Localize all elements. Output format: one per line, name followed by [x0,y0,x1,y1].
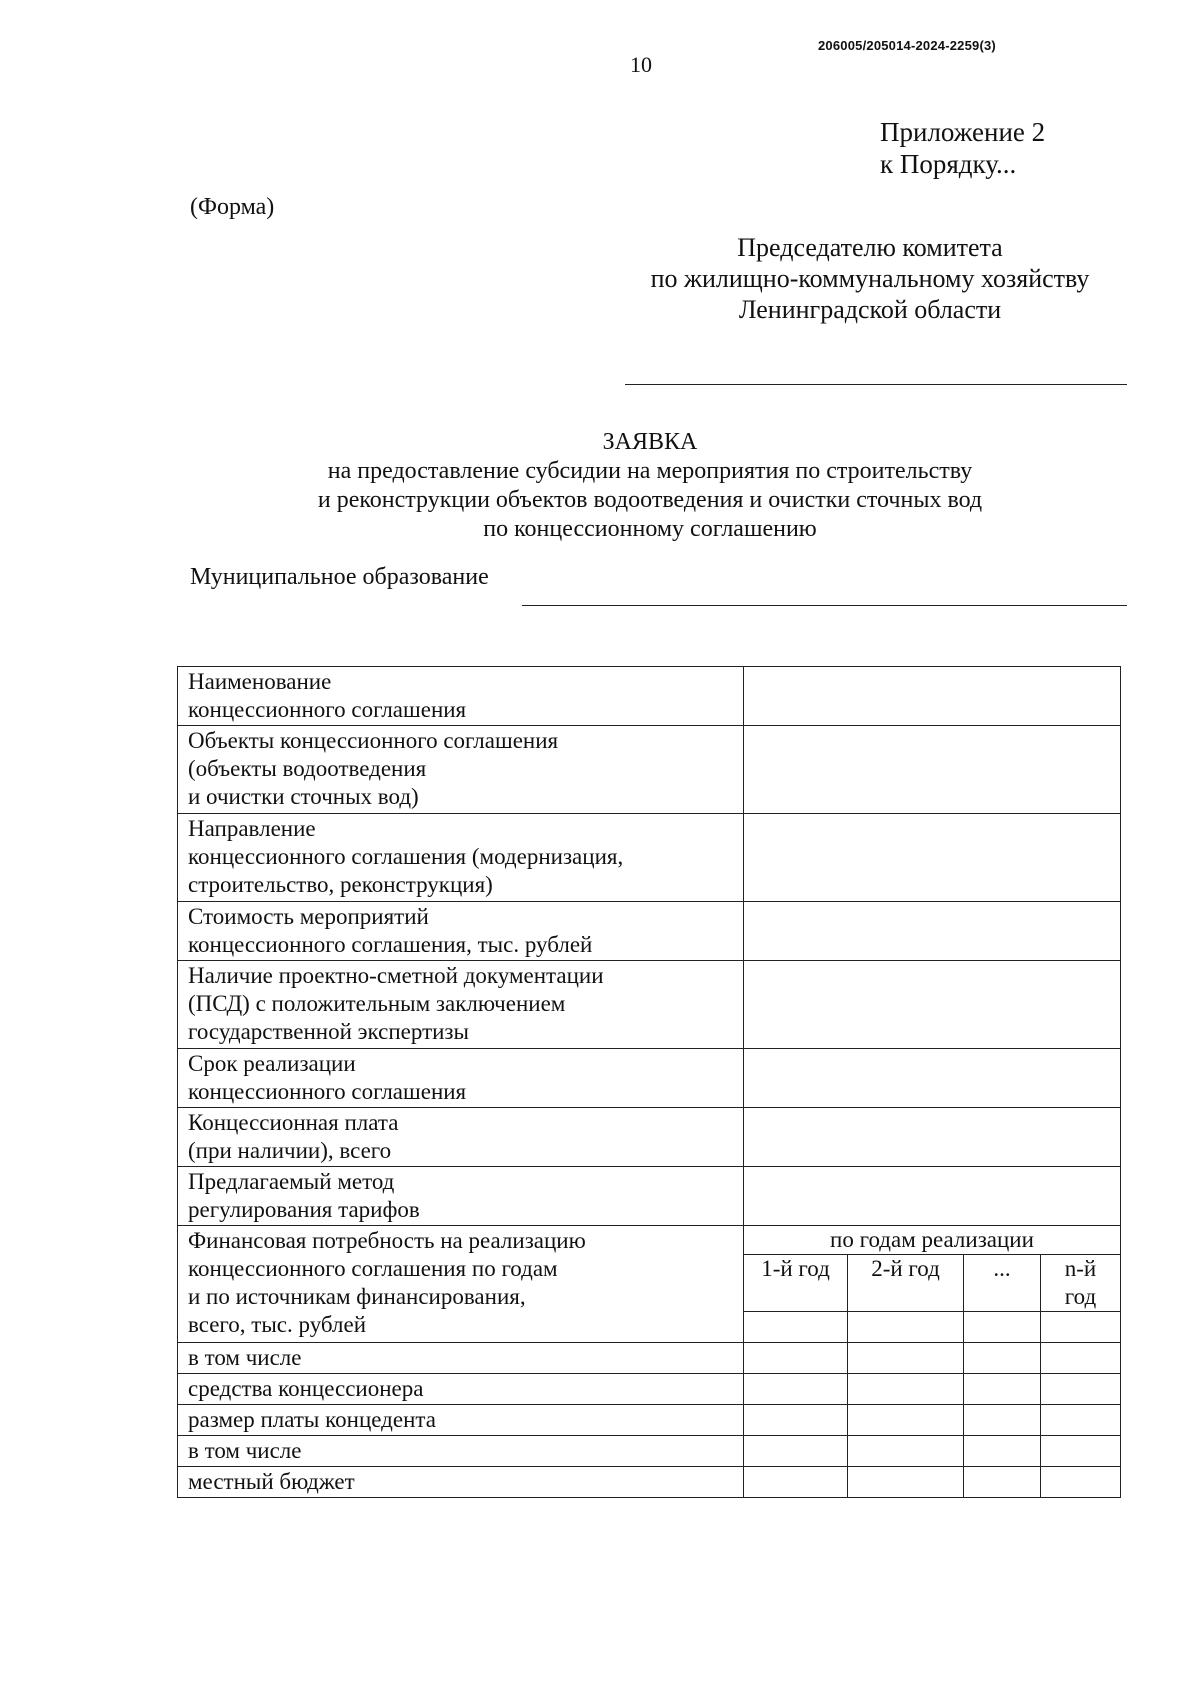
addressee-line-2: по жилищно-коммунальному хозяйству [650,264,1090,293]
value-cell [848,1312,964,1343]
year-header: ... [964,1255,1041,1312]
title-line-1: на предоставление субсидии на мероприятия по строительству [327,458,973,484]
value-cell [848,1374,964,1405]
table-row [178,1467,1121,1498]
value-cell [744,1312,848,1343]
value-cell [744,814,1121,902]
value-cell [744,667,1121,726]
value-cell [964,1312,1041,1343]
row-label: Наличие проектно-сметной документации (ПСД) с положительным заключением государственной экспертизы [178,961,744,1049]
table-row [178,1167,1121,1226]
municipality-fill-line [522,605,1127,606]
row-label: в том числе [178,1436,744,1467]
table-row [178,1405,1121,1436]
table-row [178,1436,1121,1467]
value-cell [1041,1312,1121,1343]
year-header: n-й год [1041,1255,1121,1312]
table-row [178,902,1121,961]
appendix-line-2: к Порядку... [880,149,1017,179]
value-cell [1041,1436,1121,1467]
title-heading: ЗАЯВКА [602,429,698,455]
value-cell [744,1167,1121,1226]
value-cell [744,1108,1121,1167]
value-cell [744,726,1121,814]
title-line-2: и реконструкции объектов водоотведения и очистки сточных вод [317,487,983,513]
form-label: (Форма) [190,194,275,220]
value-cell [964,1436,1041,1467]
document-id: 206005/205014-2024-2259(3) [818,38,996,53]
table-row [178,1374,1121,1405]
title-line-3: по концессионному соглашению [483,516,817,542]
value-cell [744,1374,848,1405]
table-row [178,1108,1121,1167]
appendix-line-1: Приложение 2 [880,117,1046,147]
addressee-block [620,232,1120,325]
value-cell [744,1405,848,1436]
value-cell [744,902,1121,961]
value-cell [1041,1405,1121,1436]
addressee-signature-line [625,384,1127,385]
row-label: Направление концессионного соглашения (модернизация, строительство, реконструкция) [178,814,744,902]
value-cell [964,1467,1041,1498]
value-cell [964,1374,1041,1405]
municipality-label: Муниципальное образование [190,564,489,590]
page-number: 10 [630,52,652,77]
row-label: средства концессионера [178,1374,744,1405]
value-cell [744,1049,1121,1108]
row-label: в том числе [178,1343,744,1374]
value-cell [744,1436,848,1467]
table-row [178,1049,1121,1108]
row-label: Концессионная плата (при наличии), всего [178,1108,744,1167]
finance-header-row [178,1226,1121,1255]
value-cell [848,1343,964,1374]
value-cell [848,1467,964,1498]
row-label: Объекты концессионного соглашения (объекты водоотведения и очистки сточных вод) [178,726,744,814]
value-cell [1041,1374,1121,1405]
addressee-line-1: Председателю комитета [737,233,1003,262]
document-title [250,428,1050,544]
value-cell [964,1343,1041,1374]
row-label: Наименование концессионного соглашения [178,667,744,726]
row-label: Срок реализации концессионного соглашения [178,1049,744,1108]
table-row [178,726,1121,814]
row-label: Предлагаемый метод регулирования тарифов [178,1167,744,1226]
table-row [178,961,1121,1049]
table-row [178,1343,1121,1374]
row-label: местный бюджет [178,1467,744,1498]
value-cell [964,1405,1041,1436]
addressee-line-3: Ленинградской области [738,295,1002,324]
value-cell [1041,1343,1121,1374]
value-cell [744,1343,848,1374]
year-header: 2-й год [848,1255,964,1312]
application-table [177,666,1121,1498]
row-label: размер платы концедента [178,1405,744,1436]
years-group-header: по годам реализации [744,1226,1121,1255]
year-header: 1-й год [744,1255,848,1312]
value-cell [848,1436,964,1467]
value-cell [848,1405,964,1436]
appendix-note [880,116,1045,180]
finance-label: Финансовая потребность на реализацию концессионного соглашения по годам и по источникам финансирования, всего, тыс. рублей [178,1226,744,1343]
value-cell [744,1467,848,1498]
table-row [178,667,1121,726]
value-cell [1041,1467,1121,1498]
table-row [178,814,1121,902]
row-label: Стоимость мероприятий концессионного соглашения, тыс. рублей [178,902,744,961]
value-cell [744,961,1121,1049]
